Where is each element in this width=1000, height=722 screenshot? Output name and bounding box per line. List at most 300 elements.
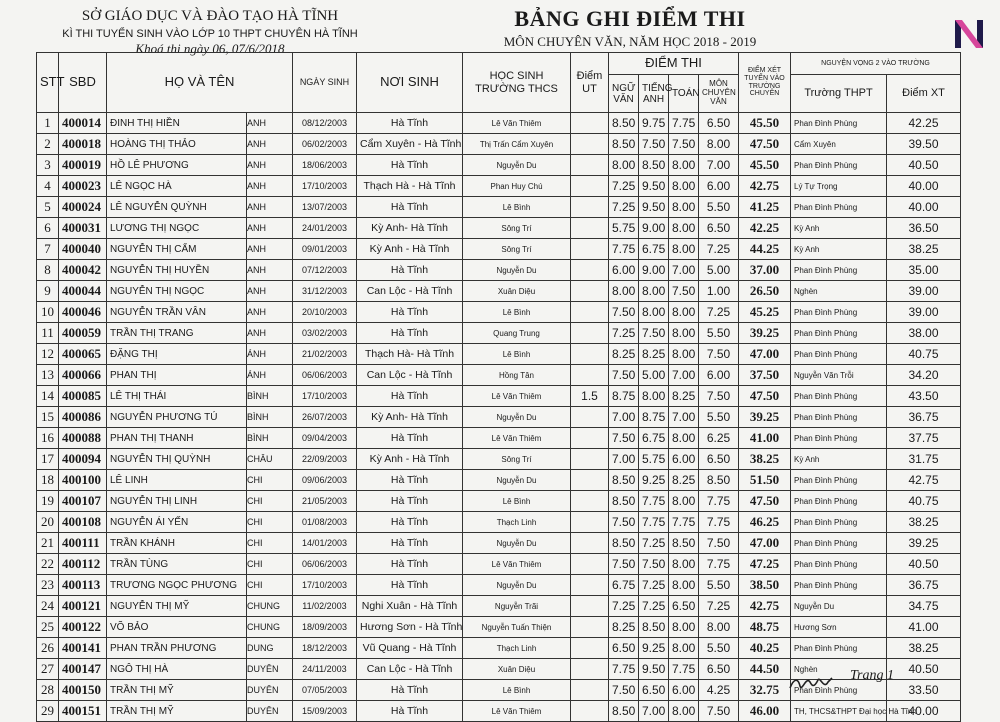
row-total-score: 37.50 <box>739 365 791 386</box>
row-nv2-score: 39.50 <box>887 134 961 155</box>
row-score-ngu-van: 8.00 <box>609 155 639 176</box>
signature-icon <box>788 672 834 694</box>
row-priority-score <box>571 470 609 491</box>
table-row <box>37 239 961 260</box>
exam-date: Khoá thi ngày 06, 07/6/2018 <box>135 41 285 56</box>
row-school: Sông Trí <box>463 239 571 260</box>
row-nv2-school: Cẩm Xuyên <box>791 134 887 155</box>
row-dob: 09/04/2003 <box>293 428 357 449</box>
row-dob: 21/02/2003 <box>293 344 357 365</box>
row-birthplace: Can Lộc - Hà Tĩnh <box>357 365 463 386</box>
table-row <box>37 554 961 575</box>
col-diem-xt: Điểm XT <box>887 75 961 113</box>
row-total-score: 51.50 <box>739 470 791 491</box>
exam-name: KÌ THI TUYỂN SINH VÀO LỚP 10 THPT CHUYÊN HÀ TĨNH <box>62 28 358 40</box>
row-sbd: 400108 <box>59 512 107 533</box>
row-score-chuyen: 7.75 <box>699 491 739 512</box>
row-priority-score <box>571 197 609 218</box>
row-sbd: 400113 <box>59 575 107 596</box>
row-score-toan: 7.00 <box>669 407 699 428</box>
row-school: Nguyễn Du <box>463 155 571 176</box>
row-score-tieng-anh: 9.00 <box>639 218 669 239</box>
row-birthplace: Thạch Hà - Hà Tĩnh <box>357 176 463 197</box>
row-school: Xuân Diệu <box>463 659 571 680</box>
row-sbd: 400066 <box>59 365 107 386</box>
row-nv2-school: Phan Đình Phùng <box>791 575 887 596</box>
row-nv2-school: Nghèn <box>791 281 887 302</box>
row-sbd: 400014 <box>59 113 107 134</box>
col-toan: TOÁN <box>669 75 699 113</box>
row-birthplace: Hà Tĩnh <box>357 680 463 701</box>
row-birthplace: Hà Tĩnh <box>357 491 463 512</box>
row-sbd: 400085 <box>59 386 107 407</box>
row-stt: 23 <box>37 575 59 596</box>
row-priority-score <box>571 302 609 323</box>
row-nv2-score: 40.75 <box>887 344 961 365</box>
row-dob: 21/05/2003 <box>293 491 357 512</box>
col-mon-chuyen: MÔN CHUYÊN VĂN <box>699 75 739 113</box>
row-priority-score <box>571 575 609 596</box>
row-score-ngu-van: 7.25 <box>609 596 639 617</box>
row-stt: 4 <box>37 176 59 197</box>
row-nv2-score: 40.50 <box>887 659 961 680</box>
row-school: Nguyễn Du <box>463 575 571 596</box>
row-sbd: 400107 <box>59 491 107 512</box>
row-score-toan: 8.50 <box>669 533 699 554</box>
row-school: Sông Trí <box>463 449 571 470</box>
row-birthplace: Hà Tĩnh <box>357 575 463 596</box>
table-row <box>37 386 961 407</box>
row-birthplace: Kỳ Anh - Hà Tĩnh <box>357 449 463 470</box>
row-nv2-school: TH, THCS&THPT Đại học Hà Tĩnh <box>791 701 887 722</box>
watermark-logo-icon <box>952 16 986 52</box>
row-score-ngu-van: 8.50 <box>609 701 639 722</box>
row-score-tieng-anh: 7.75 <box>639 512 669 533</box>
col-stt: STT <box>37 53 59 113</box>
row-stt: 28 <box>37 680 59 701</box>
row-score-chuyen: 7.25 <box>699 302 739 323</box>
table-row <box>37 281 961 302</box>
row-dob: 26/07/2003 <box>293 407 357 428</box>
table-row <box>37 365 961 386</box>
document-subtitle: MÔN CHUYÊN VĂN, NĂM HỌC 2018 - 2019 <box>503 34 757 49</box>
row-first-name: ANH <box>247 155 293 176</box>
row-birthplace: Hà Tĩnh <box>357 701 463 722</box>
row-first-name: CHI <box>247 533 293 554</box>
row-school: Nguyễn Du <box>463 407 571 428</box>
row-nv2-score: 40.75 <box>887 491 961 512</box>
row-nv2-score: 36.75 <box>887 407 961 428</box>
row-score-chuyen: 6.25 <box>699 428 739 449</box>
row-score-chuyen: 5.50 <box>699 323 739 344</box>
row-birthplace: Hà Tĩnh <box>357 386 463 407</box>
row-score-chuyen: 8.00 <box>699 134 739 155</box>
row-nv2-score: 39.00 <box>887 302 961 323</box>
row-sbd: 400018 <box>59 134 107 155</box>
row-nv2-school: Phan Đình Phùng <box>791 491 887 512</box>
row-birthplace: Hà Tĩnh <box>357 323 463 344</box>
row-score-chuyen: 7.75 <box>699 512 739 533</box>
row-nv2-score: 42.75 <box>887 470 961 491</box>
row-score-toan: 6.50 <box>669 596 699 617</box>
row-score-ngu-van: 6.50 <box>609 638 639 659</box>
row-sbd: 400122 <box>59 617 107 638</box>
row-stt: 10 <box>37 302 59 323</box>
row-priority-score <box>571 701 609 722</box>
row-total-score: 40.25 <box>739 638 791 659</box>
row-score-toan: 7.00 <box>669 260 699 281</box>
row-total-score: 26.50 <box>739 281 791 302</box>
row-score-toan: 8.25 <box>669 386 699 407</box>
row-priority-score <box>571 407 609 428</box>
row-sbd: 400065 <box>59 344 107 365</box>
row-score-chuyen: 8.50 <box>699 470 739 491</box>
row-first-name: CHÂU <box>247 449 293 470</box>
table-row <box>37 470 961 491</box>
row-stt: 9 <box>37 281 59 302</box>
row-first-name: ANH <box>247 260 293 281</box>
row-sbd: 400147 <box>59 659 107 680</box>
row-last-name: LÊ NGUYỄN QUỲNH <box>107 197 247 218</box>
row-first-name: ANH <box>247 323 293 344</box>
row-score-ngu-van: 7.50 <box>609 365 639 386</box>
table-row <box>37 344 961 365</box>
row-sbd: 400024 <box>59 197 107 218</box>
table-row <box>37 176 961 197</box>
row-score-ngu-van: 8.00 <box>609 281 639 302</box>
row-birthplace: Kỳ Anh- Hà Tĩnh <box>357 218 463 239</box>
row-nv2-school: Phan Đình Phùng <box>791 302 887 323</box>
row-priority-score <box>571 659 609 680</box>
row-score-chuyen: 5.50 <box>699 575 739 596</box>
row-score-toan: 8.00 <box>669 575 699 596</box>
row-nv2-school: Lý Tự Trọng <box>791 176 887 197</box>
row-dob: 06/02/2003 <box>293 134 357 155</box>
row-last-name: NGUYỄN THỊ MỸ <box>107 596 247 617</box>
col-name: HỌ VÀ TÊN <box>107 53 293 113</box>
row-school: Thạch Linh <box>463 638 571 659</box>
row-school: Lê Văn Thiêm <box>463 386 571 407</box>
row-score-chuyen: 7.50 <box>699 533 739 554</box>
table-row <box>37 533 961 554</box>
row-score-tieng-anh: 9.50 <box>639 659 669 680</box>
table-row <box>37 638 961 659</box>
row-nv2-school: Phan Đình Phùng <box>791 113 887 134</box>
row-nv2-score: 40.00 <box>887 197 961 218</box>
score-table <box>36 52 961 722</box>
row-score-tieng-anh: 9.25 <box>639 638 669 659</box>
row-birthplace: Hà Tĩnh <box>357 512 463 533</box>
row-last-name: PHAN THỊ <box>107 365 247 386</box>
row-score-ngu-van: 7.25 <box>609 323 639 344</box>
row-nv2-score: 40.00 <box>887 701 961 722</box>
row-birthplace: Hà Tĩnh <box>357 113 463 134</box>
row-dob: 11/02/2003 <box>293 596 357 617</box>
row-nv2-score: 36.75 <box>887 575 961 596</box>
row-nv2-school: Phan Đình Phùng <box>791 407 887 428</box>
row-dob: 03/02/2003 <box>293 323 357 344</box>
row-sbd: 400059 <box>59 323 107 344</box>
row-first-name: ÁNH <box>247 344 293 365</box>
row-score-chuyen: 7.50 <box>699 386 739 407</box>
row-school: Thị Trấn Cẩm Xuyên <box>463 134 571 155</box>
row-score-ngu-van: 7.25 <box>609 197 639 218</box>
row-score-tieng-anh: 7.75 <box>639 491 669 512</box>
row-last-name: LƯƠNG THỊ NGỌC <box>107 218 247 239</box>
row-nv2-school: Phan Đình Phùng <box>791 554 887 575</box>
row-score-chuyen: 6.50 <box>699 218 739 239</box>
row-sbd: 400088 <box>59 428 107 449</box>
row-first-name: CHI <box>247 491 293 512</box>
row-total-score: 38.25 <box>739 449 791 470</box>
row-school: Xuân Diệu <box>463 281 571 302</box>
row-score-tieng-anh: 7.25 <box>639 596 669 617</box>
row-stt: 17 <box>37 449 59 470</box>
row-score-chuyen: 5.50 <box>699 197 739 218</box>
row-nv2-school: Phan Đình Phùng <box>791 344 887 365</box>
row-dob: 14/01/2003 <box>293 533 357 554</box>
row-dob: 24/01/2003 <box>293 218 357 239</box>
col-ut: Điểm UT <box>571 53 609 113</box>
row-score-toan: 8.25 <box>669 470 699 491</box>
row-score-tieng-anh: 8.25 <box>639 344 669 365</box>
row-last-name: NGUYỄN THỊ QUỲNH <box>107 449 247 470</box>
row-sbd: 400100 <box>59 470 107 491</box>
row-dob: 24/11/2003 <box>293 659 357 680</box>
row-nv2-school: Kỳ Anh <box>791 218 887 239</box>
col-diem-thi: ĐIỂM THI <box>609 53 739 75</box>
row-score-chuyen: 5.50 <box>699 407 739 428</box>
row-priority-score <box>571 239 609 260</box>
row-school: Lê Văn Thiêm <box>463 428 571 449</box>
row-stt: 8 <box>37 260 59 281</box>
row-total-score: 47.50 <box>739 491 791 512</box>
header-left <box>60 8 360 57</box>
row-nv2-school: Phan Đình Phùng <box>791 323 887 344</box>
row-priority-score <box>571 554 609 575</box>
row-nv2-score: 38.25 <box>887 512 961 533</box>
row-score-tieng-anh: 9.00 <box>639 260 669 281</box>
row-score-ngu-van: 7.50 <box>609 302 639 323</box>
row-score-chuyen: 7.00 <box>699 155 739 176</box>
col-dob: NGÀY SINH <box>293 53 357 113</box>
row-score-chuyen: 1.00 <box>699 281 739 302</box>
row-total-score: 32.75 <box>739 680 791 701</box>
row-score-tieng-anh: 7.25 <box>639 575 669 596</box>
row-birthplace: Can Lộc - Hà Tĩnh <box>357 281 463 302</box>
row-score-tieng-anh: 8.75 <box>639 407 669 428</box>
row-score-toan: 7.75 <box>669 659 699 680</box>
row-score-tieng-anh: 7.50 <box>639 554 669 575</box>
row-score-toan: 8.00 <box>669 617 699 638</box>
row-school: Phan Huy Chú <box>463 176 571 197</box>
row-score-tieng-anh: 5.75 <box>639 449 669 470</box>
row-nv2-score: 42.25 <box>887 113 961 134</box>
row-school: Lê Bình <box>463 491 571 512</box>
row-nv2-score: 37.75 <box>887 428 961 449</box>
row-total-score: 39.25 <box>739 407 791 428</box>
row-priority-score <box>571 134 609 155</box>
row-birthplace: Hà Tĩnh <box>357 155 463 176</box>
row-score-tieng-anh: 7.50 <box>639 323 669 344</box>
row-stt: 7 <box>37 239 59 260</box>
row-total-score: 47.00 <box>739 533 791 554</box>
row-total-score: 41.25 <box>739 197 791 218</box>
row-school: Nguyễn Du <box>463 533 571 554</box>
row-first-name: ANH <box>247 281 293 302</box>
row-stt: 22 <box>37 554 59 575</box>
row-last-name: ĐINH THỊ HIỀN <box>107 113 247 134</box>
row-total-score: 47.50 <box>739 386 791 407</box>
col-truong-thpt: Trường THPT <box>791 75 887 113</box>
row-score-chuyen: 7.50 <box>699 701 739 722</box>
row-priority-score <box>571 638 609 659</box>
row-score-chuyen: 8.00 <box>699 617 739 638</box>
row-score-toan: 8.00 <box>669 344 699 365</box>
row-priority-score <box>571 113 609 134</box>
row-first-name: CHUNG <box>247 596 293 617</box>
row-sbd: 400019 <box>59 155 107 176</box>
row-total-score: 46.25 <box>739 512 791 533</box>
row-total-score: 44.50 <box>739 659 791 680</box>
row-dob: 07/05/2003 <box>293 680 357 701</box>
row-score-ngu-van: 7.50 <box>609 680 639 701</box>
row-score-toan: 8.00 <box>669 176 699 197</box>
row-school: Nguyễn Du <box>463 470 571 491</box>
row-nv2-score: 31.75 <box>887 449 961 470</box>
row-priority-score <box>571 533 609 554</box>
row-last-name: TRẦN THỊ TRANG <box>107 323 247 344</box>
row-first-name: CHI <box>247 470 293 491</box>
row-score-toan: 7.75 <box>669 512 699 533</box>
row-score-toan: 6.00 <box>669 680 699 701</box>
row-school: Quang Trung <box>463 323 571 344</box>
row-priority-score <box>571 365 609 386</box>
row-school: Sông Trí <box>463 218 571 239</box>
row-score-tieng-anh: 8.00 <box>639 302 669 323</box>
table-row <box>37 197 961 218</box>
row-dob: 01/08/2003 <box>293 512 357 533</box>
row-score-tieng-anh: 6.75 <box>639 239 669 260</box>
col-nv2: NGUYỆN VỌNG 2 VÀO TRƯỜNG <box>791 53 961 75</box>
row-last-name: TRƯƠNG NGỌC PHƯƠNG <box>107 575 247 596</box>
row-first-name: CHUNG <box>247 617 293 638</box>
row-stt: 18 <box>37 470 59 491</box>
row-nv2-school: Phan Đình Phùng <box>791 470 887 491</box>
row-birthplace: Hà Tĩnh <box>357 470 463 491</box>
row-score-chuyen: 7.75 <box>699 554 739 575</box>
row-first-name: ANH <box>247 197 293 218</box>
row-nv2-score: 40.50 <box>887 554 961 575</box>
row-stt: 16 <box>37 428 59 449</box>
row-birthplace: Hà Tĩnh <box>357 197 463 218</box>
row-score-toan: 6.00 <box>669 449 699 470</box>
row-first-name: DUNG <box>247 638 293 659</box>
row-nv2-score: 38.25 <box>887 638 961 659</box>
table-row <box>37 617 961 638</box>
row-dob: 18/09/2003 <box>293 617 357 638</box>
row-sbd: 400044 <box>59 281 107 302</box>
row-nv2-school: Nguyễn Văn Trỗi <box>791 365 887 386</box>
row-dob: 17/10/2003 <box>293 176 357 197</box>
row-score-toan: 7.50 <box>669 281 699 302</box>
row-dob: 09/06/2003 <box>293 470 357 491</box>
row-school: Lê Văn Thiêm <box>463 701 571 722</box>
row-total-score: 45.50 <box>739 155 791 176</box>
row-sbd: 400121 <box>59 596 107 617</box>
table-row <box>37 428 961 449</box>
row-first-name: CHI <box>247 554 293 575</box>
row-last-name: NGUYỄN ÁI YẾN <box>107 512 247 533</box>
table-row <box>37 449 961 470</box>
row-school: Nguyễn Trãi <box>463 596 571 617</box>
row-score-chuyen: 6.50 <box>699 449 739 470</box>
row-sbd: 400040 <box>59 239 107 260</box>
row-stt: 25 <box>37 617 59 638</box>
row-last-name: VÕ BẢO <box>107 617 247 638</box>
row-school: Lê Bình <box>463 302 571 323</box>
row-nv2-score: 43.50 <box>887 386 961 407</box>
row-first-name: DUYÊN <box>247 701 293 722</box>
row-dob: 18/12/2003 <box>293 638 357 659</box>
row-score-toan: 8.00 <box>669 428 699 449</box>
row-sbd: 400111 <box>59 533 107 554</box>
col-ngu-van: NGỮ VĂN <box>609 75 639 113</box>
row-stt: 13 <box>37 365 59 386</box>
row-priority-score <box>571 680 609 701</box>
row-priority-score <box>571 155 609 176</box>
table-row <box>37 260 961 281</box>
table-row <box>37 596 961 617</box>
row-score-chuyen: 4.25 <box>699 680 739 701</box>
row-score-ngu-van: 8.50 <box>609 470 639 491</box>
row-score-ngu-van: 8.25 <box>609 344 639 365</box>
row-first-name: ANH <box>247 134 293 155</box>
col-place: NƠI SINH <box>357 53 463 113</box>
row-birthplace: Kỳ Anh- Hà Tĩnh <box>357 407 463 428</box>
row-priority-score <box>571 617 609 638</box>
row-score-toan: 7.00 <box>669 365 699 386</box>
row-nv2-school: Phan Đình Phùng <box>791 428 887 449</box>
row-total-score: 45.25 <box>739 302 791 323</box>
col-school: HỌC SINH TRƯỜNG THCS <box>463 53 571 113</box>
row-first-name: ANH <box>247 113 293 134</box>
row-sbd: 400141 <box>59 638 107 659</box>
row-score-tieng-anh: 9.50 <box>639 197 669 218</box>
row-sbd: 400151 <box>59 701 107 722</box>
row-last-name: LÊ LINH <box>107 470 247 491</box>
row-score-ngu-van: 7.25 <box>609 176 639 197</box>
header-right <box>470 6 790 50</box>
row-sbd: 400031 <box>59 218 107 239</box>
row-total-score: 38.50 <box>739 575 791 596</box>
row-score-toan: 8.00 <box>669 197 699 218</box>
row-nv2-school: Kỳ Anh <box>791 239 887 260</box>
row-last-name: NGUYỄN THỊ CẨM <box>107 239 247 260</box>
row-priority-score <box>571 218 609 239</box>
row-nv2-school: Phan Đình Phùng <box>791 260 887 281</box>
row-score-ngu-van: 8.75 <box>609 386 639 407</box>
row-stt: 14 <box>37 386 59 407</box>
row-stt: 19 <box>37 491 59 512</box>
row-score-ngu-van: 7.50 <box>609 512 639 533</box>
table-row <box>37 407 961 428</box>
row-birthplace: Cẩm Xuyên - Hà Tĩnh <box>357 134 463 155</box>
row-total-score: 41.00 <box>739 428 791 449</box>
row-score-tieng-anh: 8.00 <box>639 281 669 302</box>
row-stt: 21 <box>37 533 59 554</box>
row-priority-score <box>571 344 609 365</box>
